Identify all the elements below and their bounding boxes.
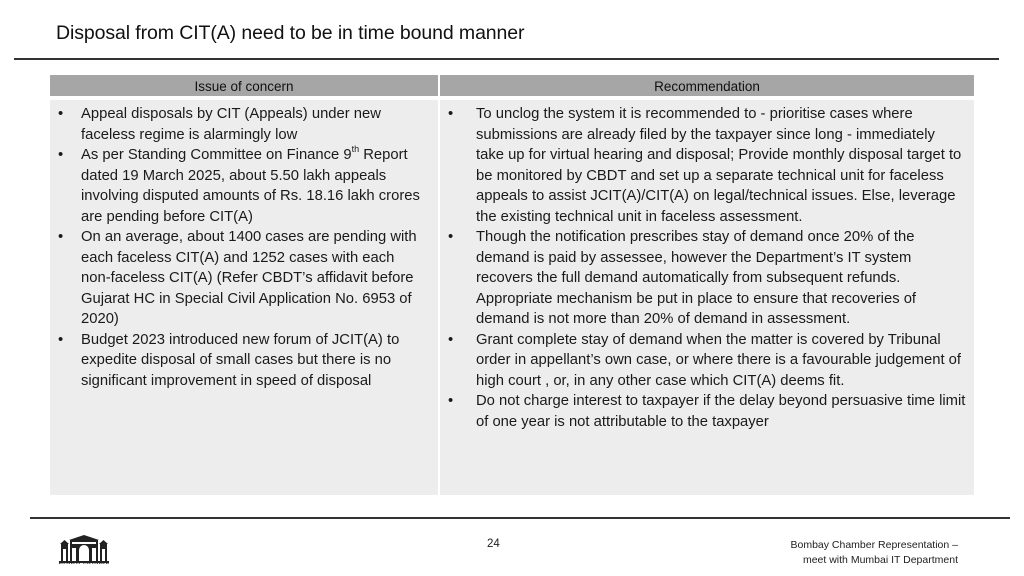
- bullet-icon: •: [448, 331, 454, 348]
- recommendation-item: [448, 104, 966, 227]
- recommendation-column-body: [440, 100, 974, 495]
- issue-item: [58, 145, 428, 227]
- issue-text: Appeal disposals by CIT (Appeals) under new faceless regime is alarmingly low: [81, 106, 381, 143]
- issue-item: [58, 104, 428, 145]
- recommendation-item: [448, 227, 966, 330]
- footer-note: [718, 538, 958, 568]
- issue-text: Budget 2023 introduced new forum of JCIT(A) to expedite disposal of small cases but there is no significant improvement in speed of disposal: [81, 331, 400, 389]
- concern-recommendation-table: [50, 75, 974, 495]
- title-divider: [14, 58, 999, 60]
- issue-column: [50, 75, 438, 495]
- recommendation-item: [448, 391, 966, 432]
- footer-note-line: meet with Mumbai IT Department: [802, 554, 958, 566]
- bullet-icon: •: [448, 229, 454, 245]
- issue-list: [58, 104, 428, 391]
- bullet-icon: •: [448, 106, 454, 122]
- page-number: 24: [487, 538, 500, 550]
- bullet-icon: •: [448, 393, 454, 409]
- bullet-icon: •: [58, 106, 64, 122]
- recommendation-text: To unclog the system it is recommended to - prioritise cases where submissions are already filed by the taxpayer since long - immediately take up for virtual hearing and disposal; Provide monthly disposal target to be monitored by CBDT and set up a separate technical unit for faceless appeals to assist JCIT(A)/CIT(A) on legal/technical issues. Else, leverage the existing technical unit in faceless assessment.: [476, 106, 962, 225]
- issue-item: [58, 330, 428, 392]
- footer-divider: [30, 517, 1010, 519]
- recommendation-item: [448, 330, 966, 392]
- bullet-icon: •: [58, 331, 64, 348]
- issue-text-continued: Report dated 19 March 2025, about 5.50 lakh appeals involving disputed amounts of Rs. 18.16 lakh crores are pending before CIT(A): [81, 147, 420, 225]
- issue-item: [58, 227, 428, 330]
- recommendation-text: Though the notification prescribes stay of demand once 20% of the demand is paid by assessee, however the Department’s IT system recovers the full demand automatically from subsequent refunds. Appropriate mechanism be put in place to ensure that recoveries of demand is not more than 20% of demand in assessment.: [476, 229, 917, 327]
- slide-title: Disposal from CIT(A) need to be in time bound manner: [56, 22, 525, 44]
- recommendation-column-header: Recommendation: [440, 75, 974, 98]
- issue-column-body: [50, 100, 438, 495]
- bullet-icon: •: [58, 229, 64, 245]
- recommendation-text: Do not charge interest to taxpayer if the delay beyond persuasive time limit of one year is not attributable to the taxpayer: [476, 393, 966, 430]
- footer-note-line: Bombay Chamber Representation –: [790, 539, 958, 551]
- bullet-icon: •: [58, 147, 64, 163]
- issue-text: As per Standing Committee on Finance 9: [81, 147, 352, 163]
- recommendation-column: [440, 75, 974, 495]
- recommendation-text: Grant complete stay of demand when the matter is covered by Tribunal order in appellant’s own case, or where there is a favourable judgement of high court , or, in any other case which CIT(A) deems fit.: [476, 331, 962, 389]
- logo-wordmark: BOMBAY CHAMBER: [58, 560, 110, 565]
- ordinal-suffix: th: [351, 144, 360, 155]
- issue-column-header: Issue of concern: [50, 75, 438, 98]
- recommendation-list: [448, 104, 966, 432]
- issue-text: On an average, about 1400 cases are pending with each faceless CIT(A) and 1252 cases with each non-faceless CIT(A) (Refer CBDT’s affidavit before Gujarat HC in Special Civil Application No. 6953 of 2020): [81, 229, 417, 327]
